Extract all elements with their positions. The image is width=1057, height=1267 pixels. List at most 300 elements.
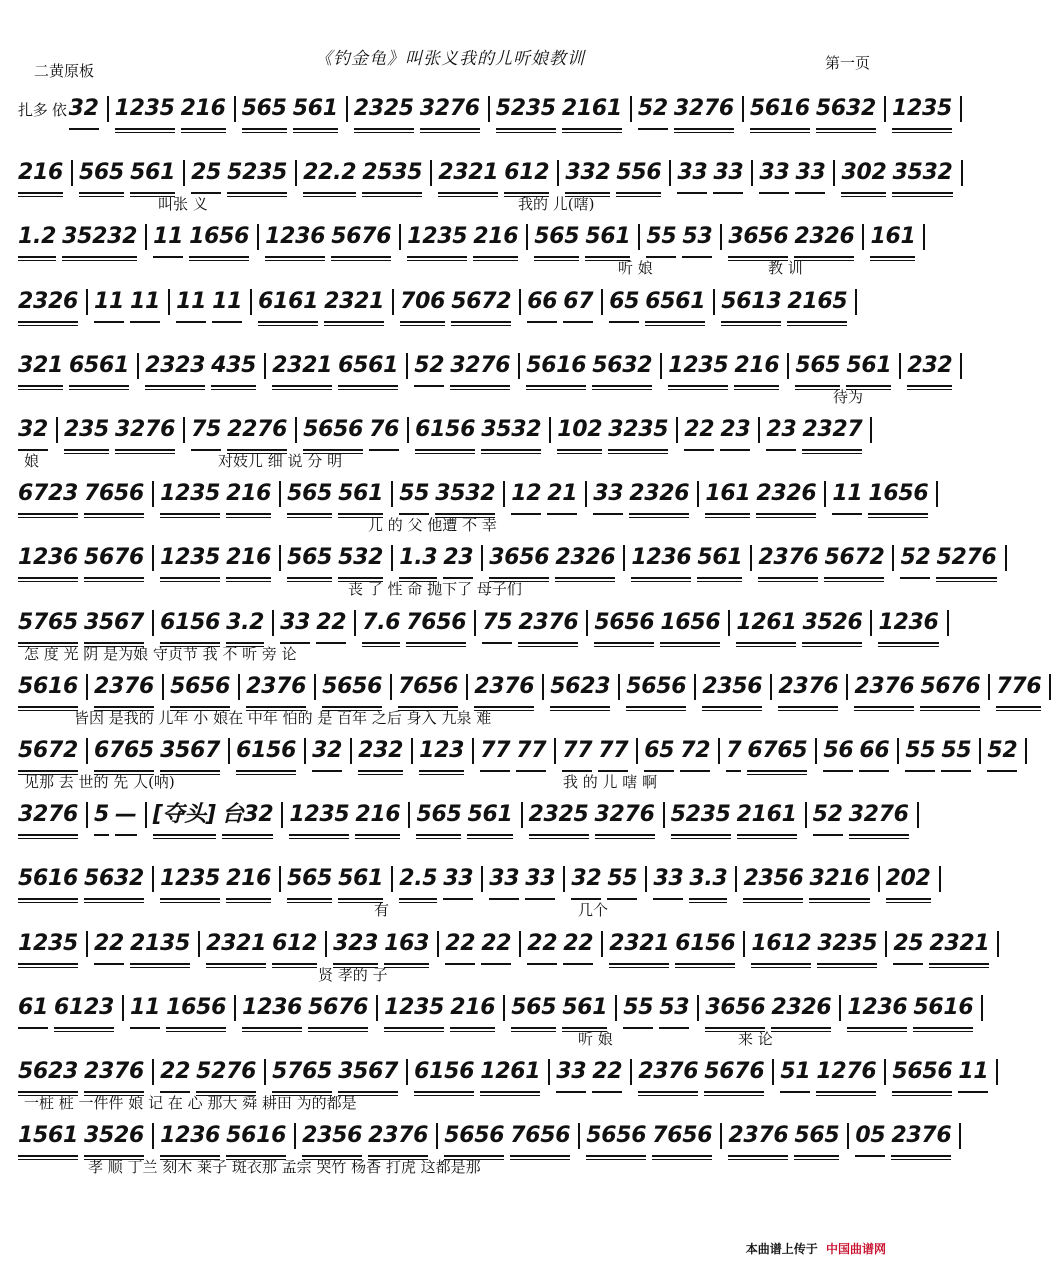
note-group: 22: [592, 1055, 622, 1093]
note-group: 33: [759, 156, 789, 194]
upload-text: 本曲谱上传于: [745, 1242, 818, 1256]
note-group: 5235: [227, 156, 287, 194]
note-group: 5656: [892, 1055, 952, 1093]
bar-line: [279, 866, 281, 892]
bar-line: [805, 802, 807, 828]
bar-line: [354, 610, 356, 636]
note-group: 1236: [242, 991, 302, 1029]
notation-line: [18, 541, 997, 576]
note-group: 3532: [481, 413, 541, 451]
bar-line: [56, 417, 58, 443]
note-group: 565: [795, 349, 840, 387]
bar-line: [601, 289, 603, 315]
bar-line: [917, 802, 919, 828]
bar-line: [660, 353, 662, 379]
bar-line: [833, 160, 835, 186]
note-group: 3656: [728, 220, 788, 258]
bar-line: [923, 224, 925, 250]
site-logo: 中国曲谱网: [825, 1242, 886, 1256]
score-system: [18, 670, 1042, 731]
bar-line: [885, 931, 887, 957]
note-group: 565: [534, 220, 579, 258]
note-group: 3532: [892, 156, 952, 194]
bar-line: [86, 289, 88, 315]
note-group: 1561: [18, 1119, 78, 1157]
bar-line: [961, 160, 963, 186]
note-group: 77: [598, 734, 628, 772]
note-group: 5616: [526, 349, 586, 387]
bar-line: [152, 866, 154, 892]
note-group: 11: [153, 220, 183, 258]
lyric-text: 娘: [24, 452, 40, 470]
score-system: [18, 734, 1018, 795]
notation-line: [18, 862, 931, 897]
note-group: 1.3: [399, 541, 437, 579]
bar-line: [862, 224, 864, 250]
notation-line: [18, 991, 974, 1026]
score-system: [18, 349, 953, 410]
bar-line: [391, 545, 393, 571]
lyric-text: 一桩 桩 一件件 娘 记 在 心 那大 舜 耕田 为的都是: [24, 1094, 357, 1112]
note-group: 3276: [115, 413, 175, 451]
note-group: 7.6: [362, 606, 400, 644]
note-group: 2326: [771, 991, 831, 1029]
bar-line: [758, 417, 760, 443]
note-group: 5676: [704, 1055, 764, 1093]
note-group: 6123: [54, 991, 114, 1029]
note-group: 1236: [631, 541, 691, 579]
note-group: 1656: [868, 477, 928, 515]
lyrics-line: [18, 512, 884, 538]
note-group: 216: [450, 991, 495, 1029]
note-group: 66: [859, 734, 889, 772]
bar-line: [892, 545, 894, 571]
note-group: 55: [905, 734, 935, 772]
note-group: 232: [907, 349, 952, 387]
bar-line: [474, 610, 476, 636]
bar-line: [430, 160, 432, 186]
bar-line: [997, 931, 999, 957]
bar-line: [735, 866, 737, 892]
bar-line: [304, 738, 306, 764]
bar-line: [183, 417, 185, 443]
note-group: 1235: [160, 477, 220, 515]
note-group: 33: [525, 862, 555, 900]
footer: [746, 1240, 886, 1257]
note-group: 77: [480, 734, 510, 772]
bar-line: [669, 160, 671, 186]
note-group: 232: [358, 734, 403, 772]
bar-line: [979, 738, 981, 764]
bar-line: [884, 96, 886, 122]
note-group: 66: [527, 285, 557, 323]
bar-line: [376, 995, 378, 1021]
lyric-text: 对妓儿 细 说 分 明: [218, 452, 343, 470]
note-group: 5632: [84, 862, 144, 900]
note-group: 3235: [608, 413, 668, 451]
note-group: 2.5: [399, 862, 437, 900]
note-group: 53: [682, 220, 712, 258]
bar-line: [899, 353, 901, 379]
note-group: 5616: [226, 1119, 286, 1157]
bar-line: [694, 674, 696, 700]
note-group: 5656: [444, 1119, 504, 1157]
note-group: 33: [280, 606, 310, 644]
note-group: 2325: [529, 798, 589, 836]
note-group: 561: [338, 477, 383, 515]
note-group: 216: [355, 798, 400, 836]
lyric-text: 听 娘: [618, 259, 653, 278]
note-group: 11: [958, 1055, 988, 1093]
notation-line: [18, 1119, 952, 1154]
note-group: 1235: [160, 862, 220, 900]
note-group: —: [115, 798, 137, 836]
bar-line: [636, 738, 638, 764]
note-group: 3567: [160, 734, 220, 772]
note-group: 2356: [743, 862, 803, 900]
note-group: 2326: [794, 220, 854, 258]
note-group: 23: [443, 541, 473, 579]
bar-line: [503, 481, 505, 507]
bar-line: [295, 417, 297, 443]
note-group: 6156: [414, 1055, 474, 1093]
bar-line: [107, 96, 109, 122]
lyrics-line: [18, 705, 884, 731]
bar-line: [250, 289, 252, 315]
note-group: 65: [609, 285, 639, 323]
bar-line: [549, 417, 551, 443]
note-group: 1236: [878, 606, 938, 644]
note-group: 55: [607, 862, 637, 900]
note-group: 11: [130, 991, 160, 1029]
note-group: 2376: [638, 1055, 698, 1093]
note-group: 1656: [166, 991, 226, 1029]
lyrics-line: [18, 833, 884, 859]
notation-line: [18, 285, 884, 320]
note-group: 5656: [303, 413, 363, 451]
bar-line: [466, 674, 468, 700]
bar-line: [586, 610, 588, 636]
note-group: 561: [562, 991, 607, 1029]
bar-line: [234, 995, 236, 1021]
note-group: 22: [316, 606, 346, 644]
bar-line: [294, 1123, 296, 1149]
note-group: 2376: [778, 670, 838, 708]
bar-line: [751, 160, 753, 186]
note-group: 1235: [18, 927, 78, 965]
bar-line: [272, 610, 274, 636]
bar-line: [936, 481, 938, 507]
bar-line: [847, 1123, 849, 1149]
notation-line: [18, 92, 952, 127]
note-group: 35232: [62, 220, 137, 258]
notation-line: [18, 349, 953, 384]
bar-line: [601, 931, 603, 957]
bar-line: [855, 289, 857, 315]
note-group: 123: [419, 734, 464, 772]
note-group: 75: [191, 413, 221, 451]
note-group: 2376: [246, 670, 306, 708]
note-group: 2326: [18, 285, 78, 323]
bar-line: [1025, 738, 1027, 764]
note-group: 3276: [18, 798, 78, 836]
note-group: 565: [79, 156, 124, 194]
note-group: 161: [870, 220, 915, 258]
score-system: [18, 220, 916, 281]
lyrics-line: [18, 320, 884, 346]
bar-line: [152, 1059, 154, 1085]
note-group: 5616: [18, 862, 78, 900]
lyrics-line: [18, 191, 884, 217]
note-group: 22: [160, 1055, 190, 1093]
note-group: 53: [659, 991, 689, 1029]
bar-line: [406, 1059, 408, 1085]
note-group: 5676: [308, 991, 368, 1029]
bar-line: [720, 1123, 722, 1149]
note-group: 22: [481, 927, 511, 965]
note-group: 2327: [802, 413, 862, 451]
bar-line: [86, 738, 88, 764]
note-group: 2376: [474, 670, 534, 708]
bar-line: [743, 931, 745, 957]
bar-line: [234, 96, 236, 122]
bar-line: [870, 610, 872, 636]
note-group: 32: [18, 413, 48, 451]
lyrics-line: [18, 641, 884, 667]
bar-line: [71, 160, 73, 186]
score-system: [18, 92, 952, 153]
note-group: 6156: [675, 927, 735, 965]
note-group: 2321: [929, 927, 989, 965]
note-group: 5656: [594, 606, 654, 644]
note-group: 6561: [645, 285, 705, 323]
bar-line: [676, 417, 678, 443]
note-group: 5672: [18, 734, 78, 772]
note-group: 11: [94, 285, 124, 323]
note-group: 52: [813, 798, 843, 836]
bar-line: [145, 802, 147, 828]
note-group: 216: [18, 156, 63, 194]
note-group: 22: [684, 413, 714, 451]
note-group: 561: [585, 220, 630, 258]
bar-line: [472, 738, 474, 764]
note-group: 23: [720, 413, 750, 451]
note-group: 3276: [595, 798, 655, 836]
note-group: 3216: [809, 862, 869, 900]
note-group: 33: [713, 156, 743, 194]
note-group: 22: [445, 927, 475, 965]
note-group: 3276: [849, 798, 909, 836]
bar-line: [436, 1123, 438, 1149]
bar-line: [750, 545, 752, 571]
lyric-text: 教 训: [768, 259, 803, 278]
note-group: 1276: [816, 1055, 876, 1093]
bar-line: [145, 224, 147, 250]
note-group: 102: [557, 413, 602, 451]
note-group: 33: [489, 862, 519, 900]
bar-line: [264, 1059, 266, 1085]
bar-line: [481, 545, 483, 571]
bar-line: [770, 674, 772, 700]
note-group: 1235: [115, 92, 175, 130]
note-group: 1235: [407, 220, 467, 258]
note-group: 6723: [18, 477, 78, 515]
note-group: 1261: [480, 1055, 540, 1093]
note-group: 2321: [324, 285, 384, 323]
note-group: 2376: [728, 1119, 788, 1157]
lyric-text: 见那 去 世的 先 人(呐): [24, 773, 175, 791]
notation-line: [18, 220, 916, 255]
bar-line: [787, 353, 789, 379]
lyric-text: 丧 了 性 命 抛下了 母子们: [348, 580, 522, 599]
note-group: 2376: [891, 1119, 951, 1157]
note-group: 56: [823, 734, 853, 772]
note-group: 25: [893, 927, 923, 965]
lyrics-line: [18, 448, 884, 474]
lyrics-line: [18, 962, 884, 988]
note-group: 3276: [450, 349, 510, 387]
note-group: 6161: [258, 285, 318, 323]
note-group: 2376: [84, 1055, 144, 1093]
bar-line: [264, 353, 266, 379]
bar-line: [615, 995, 617, 1021]
bar-line: [198, 931, 200, 957]
lyrics-line: [18, 255, 884, 281]
note-group: 3.2: [226, 606, 264, 644]
score-system: [18, 606, 939, 667]
bar-line: [870, 417, 872, 443]
note-group: 32: [69, 92, 99, 130]
bar-line: [137, 353, 139, 379]
note-group: 565: [511, 991, 556, 1029]
bar-line: [563, 866, 565, 892]
bar-line: [663, 802, 665, 828]
note-group: 3532: [435, 477, 495, 515]
bar-line: [630, 96, 632, 122]
bar-line: [585, 481, 587, 507]
note-group: 216: [226, 541, 271, 579]
note-group: 33: [556, 1055, 586, 1093]
score-system: [18, 991, 974, 1052]
note-group: 612: [504, 156, 549, 194]
note-group: 12: [511, 477, 541, 515]
lyrics-line: [18, 1154, 884, 1180]
lyric-text: 怎 度 光 阴 是为娘 守贞节 我 不 听 旁 论: [24, 644, 297, 663]
note-group: 561: [467, 798, 512, 836]
bar-line: [960, 353, 962, 379]
lyric-text: 皆因 是我的 儿年 小 娘在 中年 怕的 是 百年 之后 身入 九泉 难: [74, 708, 492, 727]
page-label: 第一页: [824, 54, 870, 72]
bar-line: [713, 289, 715, 315]
bar-line: [519, 289, 521, 315]
note-group: 2321: [206, 927, 266, 965]
note-group: 51: [780, 1055, 810, 1093]
note-group: 75: [482, 606, 512, 644]
note-group: 5656: [170, 670, 230, 708]
note-group: 7656: [398, 670, 458, 708]
bar-line: [1005, 545, 1007, 571]
bar-line: [152, 545, 154, 571]
bar-line: [846, 674, 848, 700]
note-group: 7656: [510, 1119, 570, 1157]
note-group: 321: [18, 349, 63, 387]
lyric-text: 贤 孝的 子: [318, 965, 388, 984]
lyric-text: 孝 顺 丁兰 刻木 莱子 斑衣那 孟宗 哭竹 杨香 打虎 这都是那: [88, 1158, 481, 1177]
bar-line: [772, 1059, 774, 1085]
note-group: 2356: [702, 670, 762, 708]
note-group: 11: [832, 477, 862, 515]
lyric-text: 待为: [833, 387, 864, 406]
score-system: [18, 1119, 952, 1180]
lyric-text: 我 的 儿 嗐 啊: [563, 773, 658, 791]
note-group: 3656: [705, 991, 765, 1029]
bar-line: [152, 481, 154, 507]
bar-line: [996, 1059, 998, 1085]
note-group: 5623: [18, 1055, 78, 1093]
note-group: 1236: [847, 991, 907, 1029]
note-group: 3276: [420, 92, 480, 130]
note-group: 1235: [289, 798, 349, 836]
note-group: 22: [94, 927, 124, 965]
note-group: 76: [369, 413, 399, 451]
note-group: 2376: [94, 670, 154, 708]
note-group: 435: [211, 349, 256, 387]
lyrics-line: [18, 897, 884, 923]
score-system: [18, 927, 990, 988]
note-group: 6765: [94, 734, 154, 772]
note-group: 1656: [189, 220, 249, 258]
note-group: 11: [130, 285, 160, 323]
bar-line: [884, 1059, 886, 1085]
note-group: 32: [571, 862, 601, 900]
lyric-text: 儿 的 父 他遭 不 幸: [368, 516, 497, 535]
bar-line: [411, 738, 413, 764]
note-group: 2321: [438, 156, 498, 194]
note-group: 2323: [145, 349, 205, 387]
note-group: 52: [900, 541, 930, 579]
lyric-text: 几个: [578, 901, 609, 920]
bar-line: [638, 224, 640, 250]
note-group: 72: [680, 734, 710, 772]
note-group: 5765: [18, 606, 78, 644]
note-group: 32: [312, 734, 342, 772]
note-group: 7656: [406, 606, 466, 644]
note-group: 235: [64, 413, 109, 451]
note-group: 161: [705, 477, 750, 515]
note-group: 561: [293, 92, 338, 130]
note-group: 2165: [787, 285, 847, 323]
note-group: 33: [443, 862, 473, 900]
note-group: 5656: [322, 670, 382, 708]
note-group: 52: [414, 349, 444, 387]
bar-line: [168, 289, 170, 315]
note-group: 5235: [671, 798, 731, 836]
note-group: 565: [287, 541, 332, 579]
note-group: 5623: [550, 670, 610, 708]
note-group: 台32: [222, 798, 274, 836]
note-group: 22: [563, 927, 593, 965]
bar-line: [697, 995, 699, 1021]
note-group: 5676: [331, 220, 391, 258]
lyric-text: 叫张 义: [158, 195, 208, 214]
bar-line: [630, 1059, 632, 1085]
bar-line: [897, 738, 899, 764]
notation-line: [18, 606, 939, 641]
note-group: 2326: [555, 541, 615, 579]
notation-line: [18, 156, 953, 191]
note-group: 1612: [751, 927, 811, 965]
note-group: 55: [646, 220, 676, 258]
